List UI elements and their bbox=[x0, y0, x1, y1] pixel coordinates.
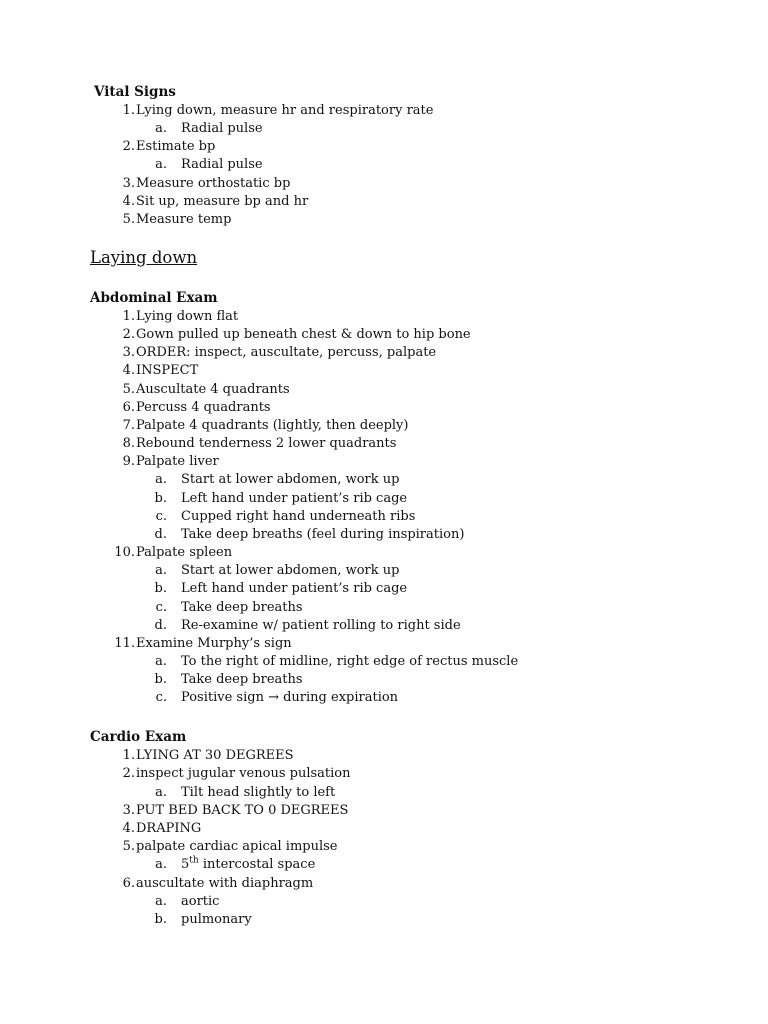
list-text: Re-examine w/ patient rolling to right side bbox=[181, 618, 461, 633]
list-letter: c. bbox=[155, 509, 167, 524]
list-letter: b. bbox=[154, 672, 167, 687]
list-text: PUT BED BACK TO 0 DEGREES bbox=[136, 803, 349, 818]
list-text: Left hand under patient’s rib cage bbox=[181, 581, 408, 596]
list-number: 9. bbox=[122, 454, 135, 469]
list-text: Palpate 4 quadrants (lightly, then deeply) bbox=[136, 418, 409, 433]
list-text: Tilt head slightly to left bbox=[181, 785, 336, 800]
list-text: palpate cardiac apical impulse bbox=[136, 839, 338, 854]
list-text: LYING AT 30 DEGREES bbox=[136, 748, 294, 763]
list-number: 3. bbox=[122, 803, 135, 818]
heading-abdominal-exam: Abdominal Exam bbox=[90, 290, 218, 306]
list-text: Gown pulled up beneath chest & down to hip bone bbox=[136, 327, 471, 342]
ordinal-suffix: th bbox=[189, 855, 199, 866]
list-text: DRAPING bbox=[136, 821, 202, 836]
list-text: Auscultate 4 quadrants bbox=[136, 382, 290, 397]
list-number: 2. bbox=[122, 139, 135, 154]
list-number: 4. bbox=[122, 194, 135, 209]
list-number: 1. bbox=[122, 103, 135, 118]
list-number: 4. bbox=[122, 363, 135, 378]
list-number: 1. bbox=[122, 748, 135, 763]
list-text: auscultate with diaphragm bbox=[136, 876, 314, 891]
list-text: Take deep breaths bbox=[181, 672, 303, 687]
list-text: Radial pulse bbox=[181, 157, 263, 172]
list-text: Sit up, measure bp and hr bbox=[136, 194, 309, 209]
list-letter: a. bbox=[155, 785, 167, 800]
list-text: Cupped right hand underneath ribs bbox=[181, 509, 416, 524]
heading-vital-signs: Vital Signs bbox=[94, 84, 176, 100]
list-letter: a. bbox=[155, 563, 167, 578]
list-letter: a. bbox=[155, 472, 167, 487]
list-number: 2. bbox=[122, 327, 135, 342]
list-text: Lying down, measure hr and respiratory rate bbox=[136, 103, 434, 118]
list-letter: d. bbox=[154, 618, 167, 633]
list-letter: c. bbox=[155, 690, 167, 705]
list-number: 4. bbox=[122, 821, 135, 836]
list-text: aortic bbox=[181, 894, 220, 909]
list-number: 7. bbox=[122, 418, 135, 433]
section-heading-laying-down: Laying down bbox=[90, 248, 198, 267]
list-text bbox=[181, 856, 315, 874]
heading-cardio-exam: Cardio Exam bbox=[90, 729, 187, 745]
list-number: 5. bbox=[122, 382, 135, 397]
list-number: 3. bbox=[122, 176, 135, 191]
list-text: Radial pulse bbox=[181, 121, 263, 136]
list-number: 5. bbox=[122, 212, 135, 227]
ordinal-number: 5 bbox=[181, 857, 190, 872]
list-text: pulmonary bbox=[181, 912, 252, 927]
list-text: Left hand under patient’s rib cage bbox=[181, 491, 408, 506]
list-number: 3. bbox=[122, 345, 135, 360]
list-text: Measure temp bbox=[136, 212, 232, 227]
list-text: Lying down flat bbox=[136, 309, 239, 324]
list-letter: b. bbox=[154, 581, 167, 596]
list-text: INSPECT bbox=[136, 363, 199, 378]
list-letter: a. bbox=[155, 654, 167, 669]
list-text: To the right of midline, right edge of rectus muscle bbox=[181, 654, 519, 669]
list-letter: b. bbox=[154, 912, 167, 927]
list-number: 11. bbox=[114, 636, 135, 651]
list-number: 6. bbox=[122, 400, 135, 415]
list-letter: b. bbox=[154, 491, 167, 506]
list-letter: c. bbox=[155, 600, 167, 615]
list-text: Measure orthostatic bp bbox=[136, 176, 291, 191]
list-text: Start at lower abdomen, work up bbox=[181, 472, 400, 487]
list-text: Examine Murphy’s sign bbox=[136, 636, 292, 651]
list-letter: a. bbox=[155, 857, 167, 872]
list-text: Take deep breaths (feel during inspiration) bbox=[181, 527, 465, 542]
list-text: Estimate bp bbox=[136, 139, 216, 154]
list-text: ORDER: inspect, auscultate, percuss, palpate bbox=[136, 345, 437, 360]
list-text: Palpate liver bbox=[136, 454, 219, 469]
list-text: Take deep breaths bbox=[181, 600, 303, 615]
list-text: Rebound tenderness 2 lower quadrants bbox=[136, 436, 397, 451]
list-letter: a. bbox=[155, 894, 167, 909]
list-number: 2. bbox=[122, 766, 135, 781]
list-number: 6. bbox=[122, 876, 135, 891]
list-number: 10. bbox=[114, 545, 135, 560]
list-letter: a. bbox=[155, 157, 167, 172]
list-text: Percuss 4 quadrants bbox=[136, 400, 271, 415]
list-text: inspect jugular venous pulsation bbox=[136, 766, 351, 781]
list-number: 1. bbox=[122, 309, 135, 324]
list-letter: a. bbox=[155, 121, 167, 136]
list-text: Start at lower abdomen, work up bbox=[181, 563, 400, 578]
list-number: 5. bbox=[122, 839, 135, 854]
list-number: 8. bbox=[122, 436, 135, 451]
list-letter: d. bbox=[154, 527, 167, 542]
list-text-rest: intercostal space bbox=[198, 857, 316, 872]
list-text: Positive sign → during expiration bbox=[181, 690, 399, 705]
list-text: Palpate spleen bbox=[136, 545, 233, 560]
